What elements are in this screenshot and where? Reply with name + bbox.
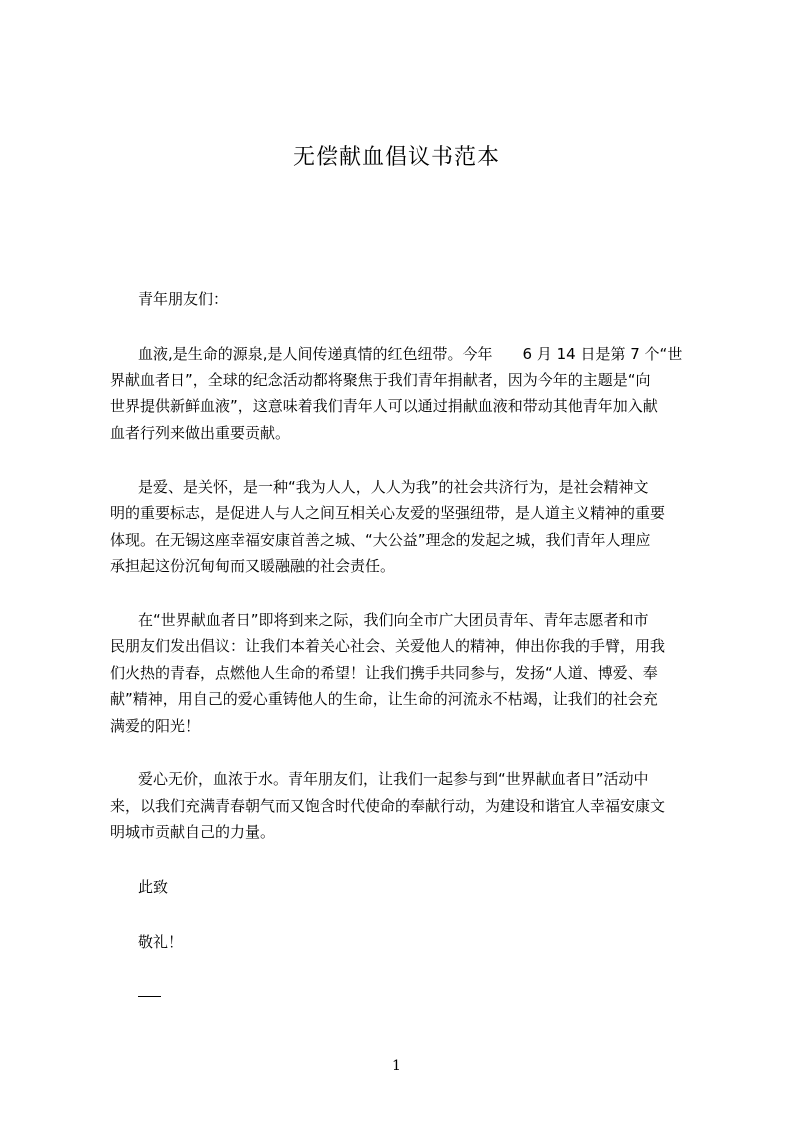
paragraph-2-line-3: 体现。在无锡这座幸福安康首善之城、“大公益”理念的发起之城，我们青年人理应 <box>110 531 651 549</box>
paragraph-1-line-2: 界献血者日”，全球的纪念活动都将聚焦于我们青年捐献者，因为今年的主题是“向 <box>110 371 651 389</box>
paragraph-3-line-4: 献”精神，用自己的爱心重铸他人的生命，让生命的河流永不枯竭，让我们的社会充 <box>110 690 658 708</box>
regards-text: 敬礼！ <box>138 933 184 951</box>
document-title: 无偿献血倡议书范本 <box>292 145 500 170</box>
paragraph-1-line-1: 血液,是生命的源泉,是人间传递真情的红色纽带。今年 6 月 14 日是第 7 个“世 <box>138 345 683 363</box>
closing-text: 此致 <box>138 878 169 896</box>
paragraph-3-line-2: 民朋友们发出倡议：让我们本着关心社会、关爱他人的精神，伸出你我的手臂，用我 <box>110 637 666 655</box>
paragraph-2-line-2: 明的重要标志，是促进人与人之间互相关心友爱的坚强纽带，是人道主义精神的重要 <box>110 504 666 522</box>
signature-line <box>138 996 161 997</box>
page-number: 1 <box>392 1058 401 1074</box>
paragraph-4-line-1: 爱心无价，血浓于水。青年朋友们，让我们一起参与到“世界献血者日”活动中 <box>138 770 649 788</box>
paragraph-4-line-2: 来，以我们充满青春朝气而又饱含时代使命的奉献行动，为建设和谐宜人幸福安康文 <box>110 797 666 815</box>
salutation: 青年朋友们： <box>138 290 229 308</box>
paragraph-1-line-4: 血者行列来做出重要贡献。 <box>110 424 291 442</box>
paragraph-3-line-5: 满爱的阳光！ <box>110 717 201 735</box>
paragraph-1-line-3: 世界提供新鲜血液”，这意味着我们青年人可以通过捐献血液和带动其他青年加入献 <box>110 397 658 415</box>
paragraph-3-line-3: 们火热的青春，点燃他人生命的希望！让我们携手共同参与，发扬“人道、博爱、奉 <box>110 664 658 682</box>
paragraph-2-line-1: 是爱、是关怀，是一种“我为人人，人人为我”的社会共济行为，是社会精神文 <box>138 478 649 496</box>
paragraph-3-line-1: 在“世界献血者日”即将到来之际，我们向全市广大团员青年、青年志愿者和市 <box>138 611 649 629</box>
paragraph-2-line-4: 承担起这份沉甸甸而又暖融融的社会责任。 <box>110 557 396 575</box>
paragraph-4-line-3: 明城市贡献自己的力量。 <box>110 823 276 841</box>
